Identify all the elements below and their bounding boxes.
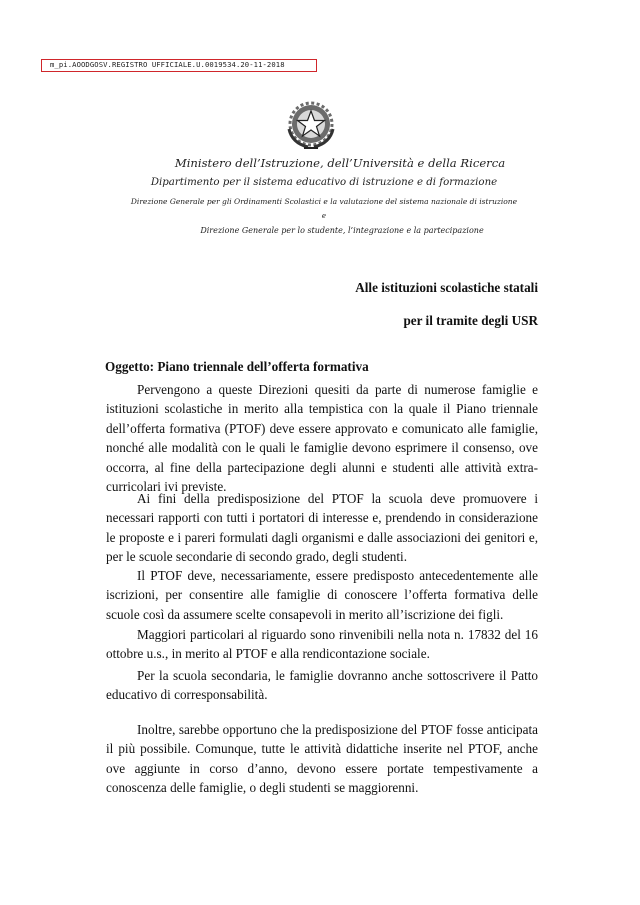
subject-line: Oggetto: Piano triennale dell’offerta formativa (105, 359, 369, 374)
body-paragraph: Inoltre, sarebbe opportuno che la predisposizione del PTOF fosse anticipata il più possibile. Comunque, tutte le attività didattiche inserite nel PTOF, anche ove aggiunte in corso d’anno, devono essere portate tempestivamente a conoscenza delle famiglie, o degli studenti se maggiorenni. (106, 722, 538, 796)
department-name: Dipartimento per il sistema educativo di istruzione e di formazione (150, 177, 498, 188)
directorate-conjunction: e (321, 212, 327, 220)
italian-republic-emblem-icon (284, 99, 338, 151)
directorate-ordinamenti: Direzione Generale per gli Ordinamenti Scolastici e la valutazione del sistema nazionale di istruzione (130, 197, 518, 206)
body-paragraph: Il PTOF deve, necessariamente, essere predisposto antecedentemente alle iscrizioni, per consentire alle famiglie di conoscere l’offerta formativa delle scuole così da assumere scelte consapevoli in merito all’iscrizione dei figli. (106, 568, 538, 622)
body-paragraph: Pervengono a queste Direzioni quesiti da parte di numerose famiglie e istituzioni scolastiche in merito alla tempistica con la quale il Piano triennale dell’offerta formativa (PTOF) deve essere approvato e comunicato alle famiglie, nonché alle modalità con le quali le famiglie devono esprimere il consenso, ove occorra, al fine della partecipazione degli alunni e studenti alle attività extra-curricolari ivi previste. (106, 382, 538, 495)
ministry-name: Ministero dell’Istruzione, dell’Università e della Ricerca (174, 156, 506, 170)
body-paragraph: Per la scuola secondaria, le famiglie dovranno anche sottoscrivere il Patto educativo di corresponsabilità. (106, 668, 538, 703)
body-paragraph: Maggiori particolari al riguardo sono rinvenibili nella nota n. 17832 del 16 ottobre u.s., in merito al PTOF e alla rendicontazione sociale. (106, 627, 538, 662)
registry-stamp: m_pi.AOODGOSV.REGISTRO UFFICIALE.U.0019534.20-11-2018 (41, 59, 317, 72)
recipient-line: per il tramite degli USR (403, 313, 538, 328)
directorate-studente: Direzione Generale per lo studente, l’integrazione e la partecipazione (200, 226, 484, 235)
body-paragraph: Ai fini della predisposizione del PTOF la scuola deve promuovere i necessari rapporti con tutti i portatori di interesse e, prendendo in considerazione le proposte e i pareri formulati dagli organismi e dalle associazioni dei genitori e, per le scuole secondarie di secondo grado, degli studenti. (106, 491, 538, 565)
recipient-line: Alle istituzioni scolastiche statali (355, 280, 538, 295)
